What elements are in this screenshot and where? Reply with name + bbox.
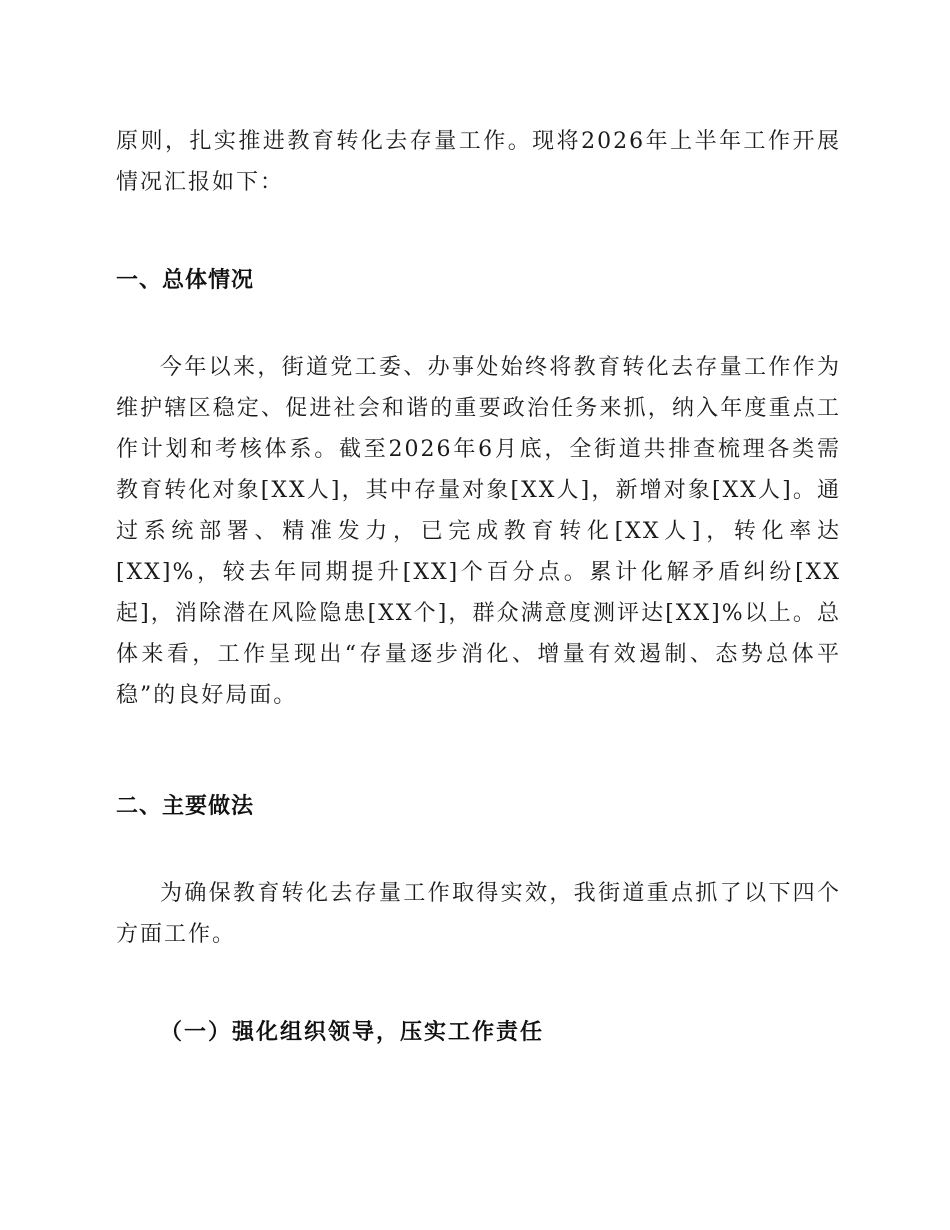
section-heading-main-practices: 二、主要做法 — [116, 794, 255, 819]
main-practices-paragraph: 为确保教育转化去存量工作取得实效，我街道重点抓了以下四个方面工作。 — [116, 881, 841, 947]
section-heading-overview: 一、总体情况 — [116, 268, 255, 293]
overview-paragraph: 今年以来，街道党工委、办事处始终将教育转化去存量工作作为维护辖区稳定、促进社会和谐的重要政治任务来抓，纳入年度重点工作计划和考核体系。截至2026年6月底，全街道共排查梳理各类需教育转化对象[XX人]，其中存量对象[XX人]，新增对象[XX人]。通过系统部署、精准发力，已完成教育转化[XX人]，转化率达[XX]%，较去年同期提升[XX]个百分点。累计化解矛盾纠纷[XX起]，消除潜在风险隐患[XX个]，群众满意度测评达[XX]%以上。总体来看，工作呈现出“存量逐步消化、增量有效遏制、态势总体平稳”的良好局面。 — [116, 355, 841, 708]
intro-paragraph: 原则，扎实推进教育转化去存量工作。现将2026年上半年工作开展情况汇报如下： — [116, 129, 841, 195]
subsection-heading-organization: （一）强化组织领导，压实工作责任 — [160, 1019, 545, 1045]
